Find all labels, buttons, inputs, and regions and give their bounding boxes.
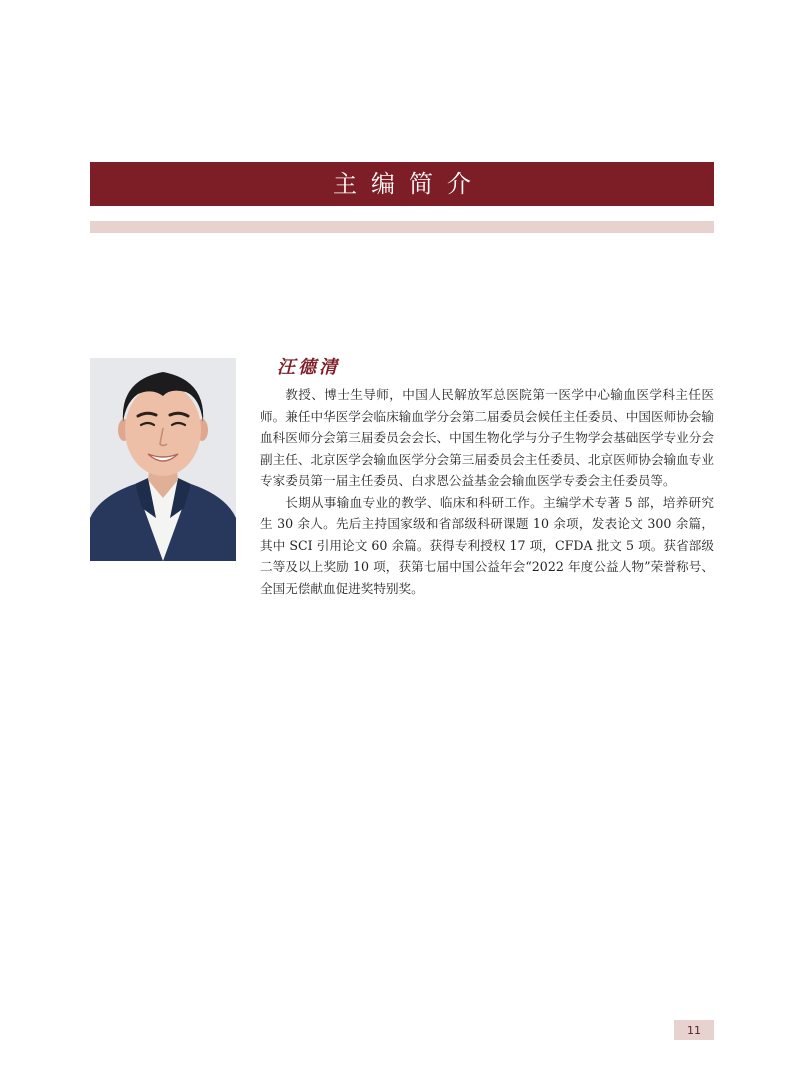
decorative-band [90, 221, 714, 233]
section-title: 主编简介 [333, 170, 485, 198]
page-number-badge [674, 1020, 714, 1040]
editor-name: 汪德清 [277, 357, 340, 378]
page-number: 11 [687, 1023, 701, 1037]
section-title-bar [90, 162, 714, 206]
bio-paragraph-1: 教授、博士生导师，中国人民解放军总医院第一医学中心输血医学科主任医师。兼任中华医学会临床输血学分会第二届委员会候任主任委员、中国医师协会输血科医师分会第三届委员会会长、中国生物化学与分子生物学会基础医学专业分会副主任、北京医学会输血医学分会第三届委员会主任委员、北京医师协会输血专业专家委员第一届主任委员、白求恩公益基金会输血医学专委会主任委员等。 [260, 387, 714, 488]
editor-portrait-photo [90, 358, 236, 561]
editor-biography [260, 384, 714, 599]
bio-paragraph-2: 长期从事输血专业的教学、临床和科研工作。主编学术专著 5 部，培养研究生 30 余人。先后主持国家级和省部级科研课题 10 余项，发表论文 300 余篇，其中 SCI 引用论文 60 余篇。获得专利授权 17 项，CFDA 批文 5 项。获省部级二等及以上奖励 10 项，获第七届中国公益年会“2022 年度公益人物”荣誉称号、全国无偿献血促进奖特别奖。 [260, 494, 714, 596]
